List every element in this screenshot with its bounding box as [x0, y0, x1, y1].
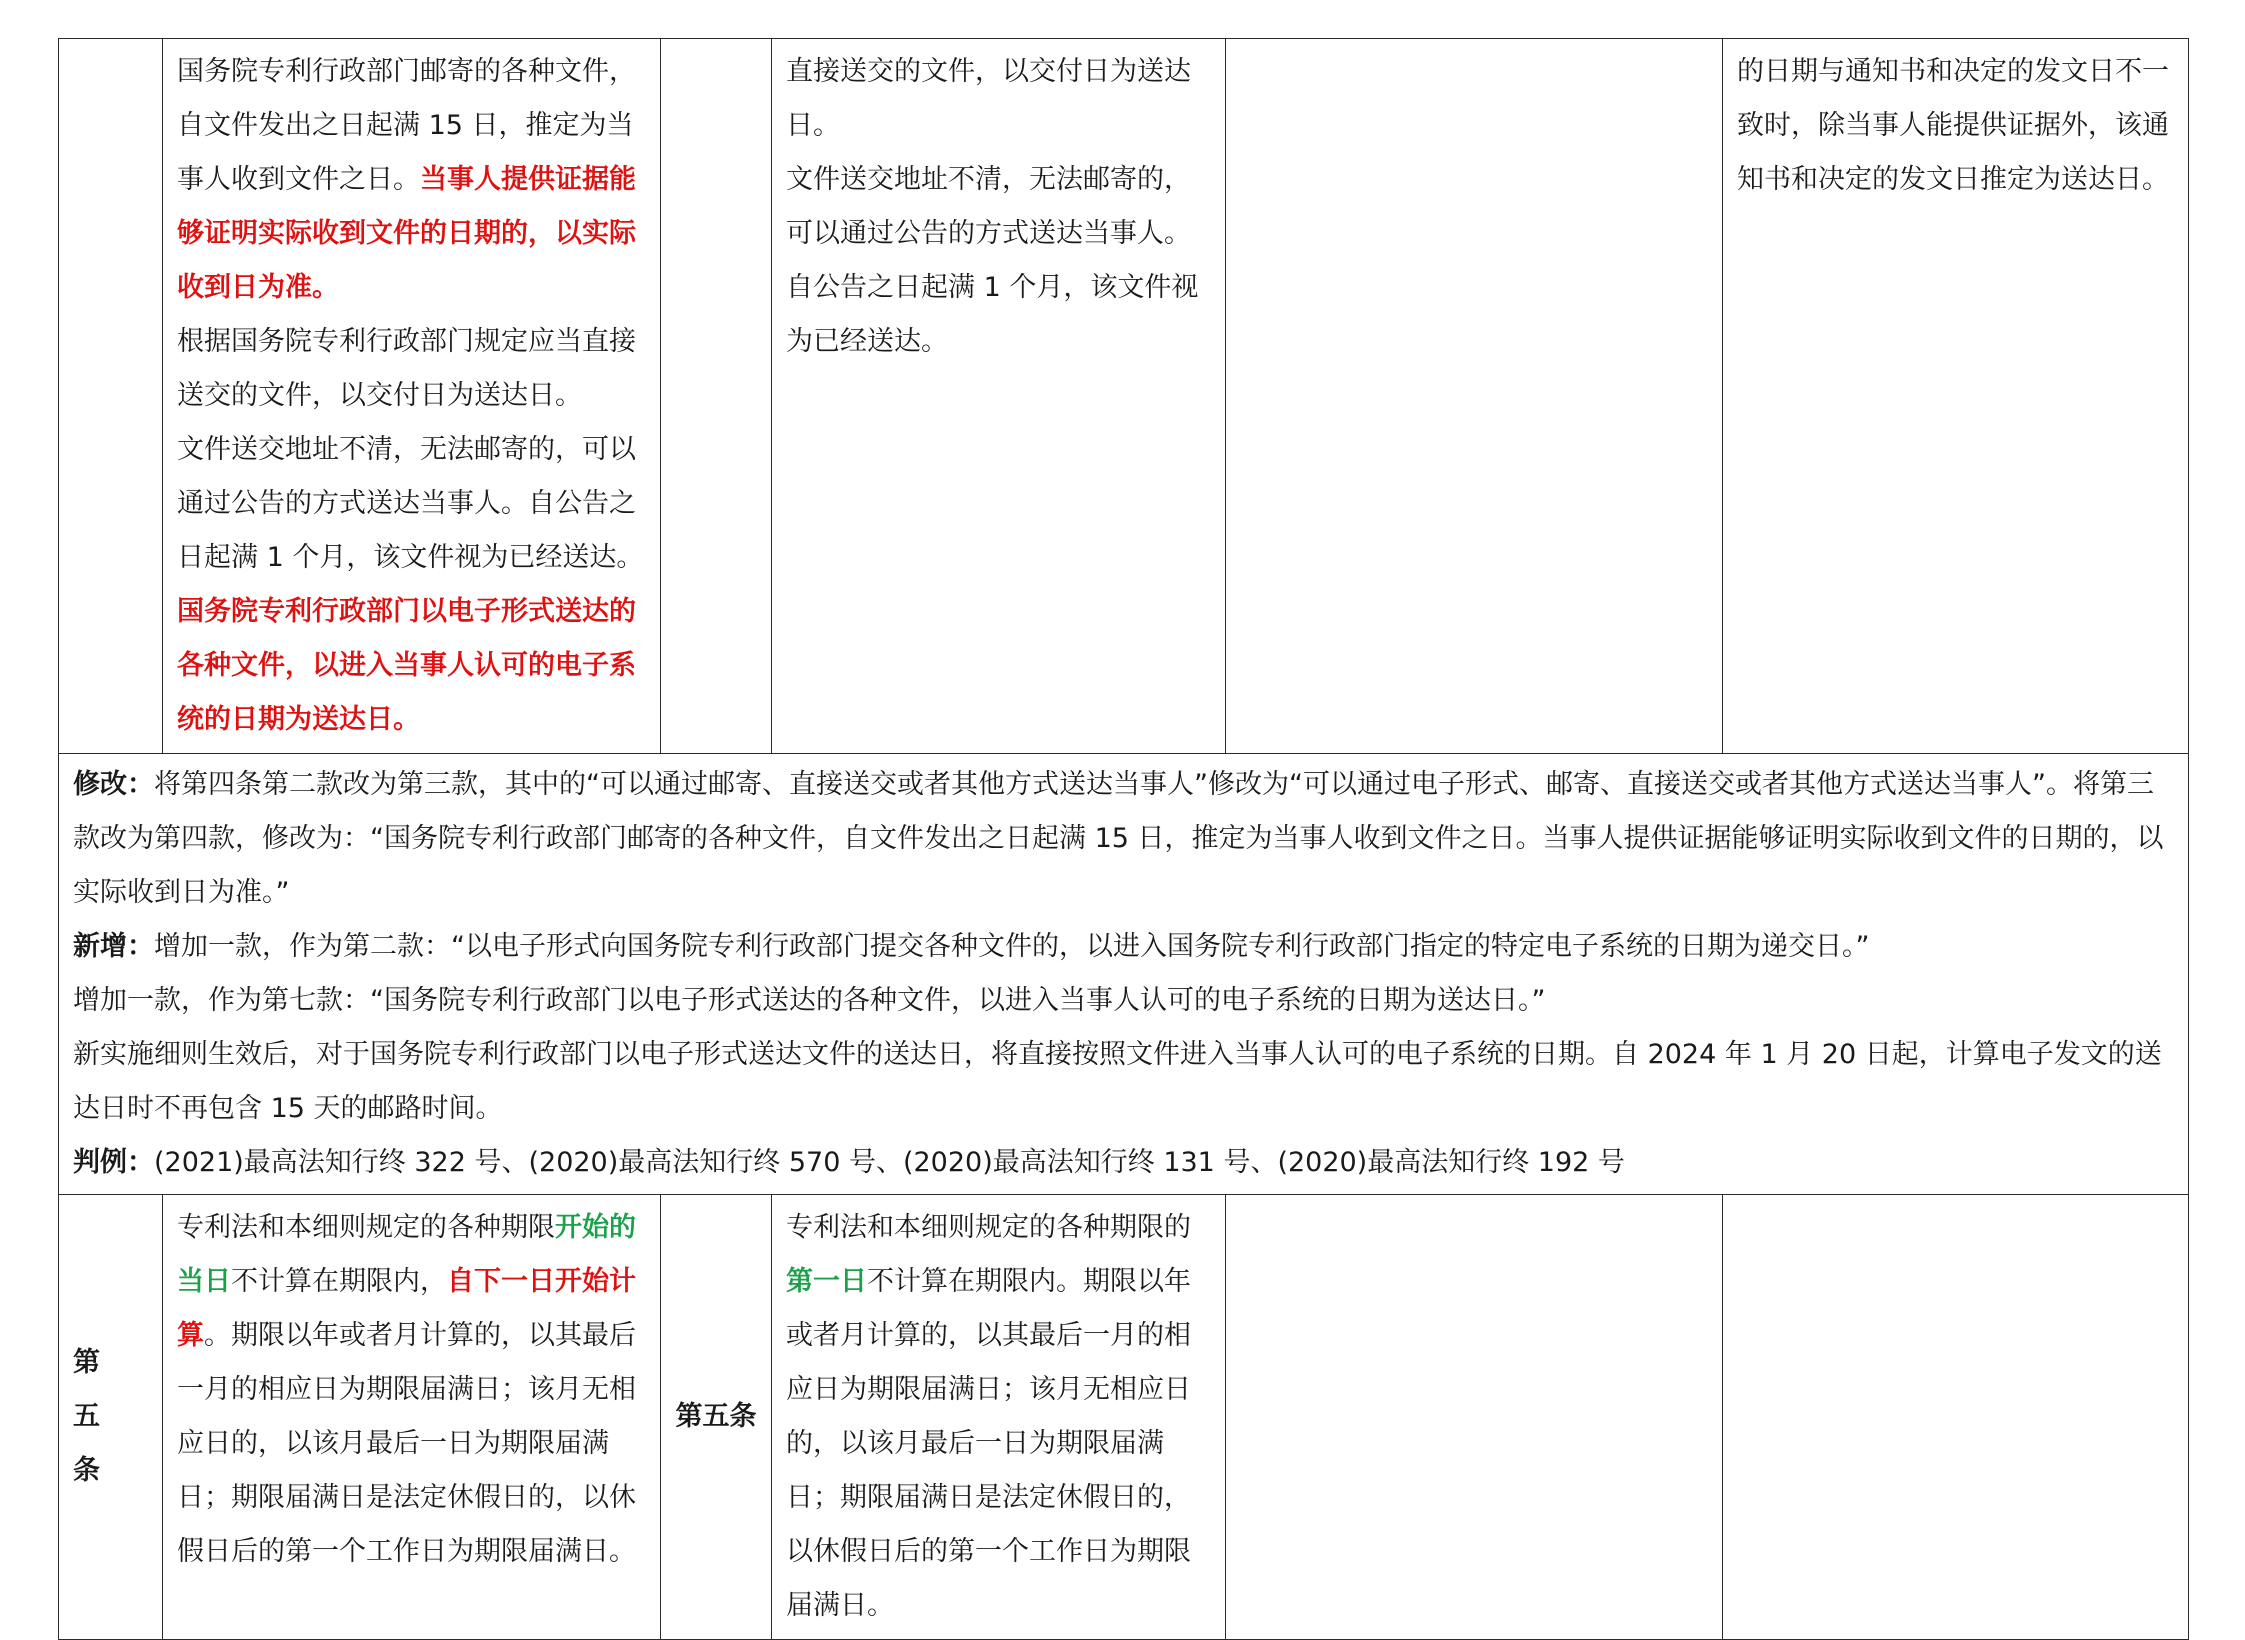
- old-article-number-cell: 第五条: [661, 1195, 772, 1640]
- paragraph: 直接送交的文件，以交付日为送达日。: [786, 56, 1191, 141]
- text-plain: 国务院专利行政部门邮寄的各种文件，自文件发出之日起满 15 日，推定为当事人收到文件之日。: [177, 56, 636, 195]
- paragraph: 文件送交地址不清，无法邮寄的，可以通过公告的方式送达当事人。自公告之日起满 1 个月，该文件视为已经送达。: [177, 434, 644, 573]
- article-number-cell: 第五条: [59, 1195, 163, 1640]
- notes-cell: [59, 754, 2189, 1195]
- paragraph: [177, 45, 646, 315]
- regulation-comparison-table: [58, 38, 2189, 1640]
- empty-cell: [1723, 1195, 2189, 1640]
- guideline-text-cell: [1723, 39, 2189, 754]
- paragraph-highlight: 国务院专利行政部门以电子形式送达的各种文件，以进入当事人认可的电子系统的日期为送达日。: [177, 596, 636, 735]
- old-rule-text-cell: [772, 1195, 1226, 1640]
- text-plain: 不计算在期限内，: [231, 1266, 447, 1297]
- old-rule-text-cell: [772, 39, 1226, 754]
- paragraph: 根据国务院专利行政部门规定应当直接送交的文件，以交付日为送达日。: [177, 326, 636, 411]
- text-plain: 不计算在期限内。期限以年或者月计算的，以其最后一月的相应日为期限届满日；该月无相应日的，以该月最后一日为期限届满日；期限届满日是法定休假日的，以休假日后的第一个工作日为期限届满日。: [786, 1266, 1191, 1621]
- add-text: 增加一款，作为第二款：“以电子形式向国务院专利行政部门提交各种文件的，以进入国务院专利行政部门指定的特定电子系统的日期为递交日。”: [154, 931, 1870, 962]
- add-label: 新增：: [73, 931, 154, 962]
- case-label: 判例：: [73, 1147, 154, 1178]
- modify-text: 将第四条第二款改为第三款，其中的“可以通过邮寄、直接送交或者其他方式送达当事人”修改为“可以通过电子形式、邮寄、直接送交或者其他方式送达当事人”。将第三款改为第四款，修改为：“国务院专利行政部门邮寄的各种文件，自文件发出之日起满 15 日，推定为当事人收到文件之日。当事人提供证据能够证明实际收到文件的日期的，以实际收到日为准。”: [73, 769, 2164, 908]
- modify-label: 修改：: [73, 769, 154, 800]
- text-highlight-red: 自下一日开始计算: [177, 1266, 636, 1351]
- new-rule-text-cell: [163, 1195, 661, 1640]
- paragraph: 的日期与通知书和决定的发文日不一致时，除当事人能提供证据外，该通知书和决定的发文日推定为送达日。: [1737, 56, 2169, 195]
- empty-cell: [1226, 39, 1723, 754]
- new-rule-text-cell: [163, 39, 661, 754]
- effect-note: 新实施细则生效后，对于国务院专利行政部门以电子形式送达文件的送达日，将直接按照文件进入当事人认可的电子系统的日期。自 2024 年 1 月 20 日起，计算电子发文的送达日时不再包含 15 天的邮路时间。: [73, 1039, 2162, 1124]
- text-highlight-red: 当事人提供证据能够证明实际收到文件的日期的，以实际收到日为准。: [177, 164, 636, 303]
- old-article-number-cell: [661, 39, 772, 754]
- text-plain: 。期限以年或者月计算的，以其最后一月的相应日为期限届满日；该月无相应日的，以该月最后一日为期限届满日；期限届满日是法定休假日的，以休假日后的第一个工作日为期限届满日。: [177, 1320, 636, 1567]
- text-highlight-green: 开始的当日: [177, 1212, 636, 1297]
- case-text: (2021)最高法知行终 322 号、(2020)最高法知行终 570 号、(2020)最高法知行终 131 号、(2020)最高法知行终 192 号: [154, 1147, 1625, 1178]
- text-plain: 专利法和本细则规定的各种期限: [177, 1212, 555, 1243]
- article-number-cell: [59, 39, 163, 754]
- add-note: [73, 920, 2174, 974]
- table-row-article-4-continued: [59, 39, 2189, 754]
- table-row-notes: [59, 754, 2189, 1195]
- case-note: [73, 1136, 2174, 1190]
- empty-cell: [1226, 1195, 1723, 1640]
- table-row-article-5: [59, 1195, 2189, 1640]
- modify-note: [73, 758, 2174, 920]
- add-note-2: 增加一款，作为第七款：“国务院专利行政部门以电子形式送达的各种文件，以进入当事人认可的电子系统的日期为送达日。”: [73, 985, 1546, 1016]
- text-highlight-green: 第一日: [786, 1266, 867, 1297]
- paragraph: 文件送交地址不清，无法邮寄的，可以通过公告的方式送达当事人。自公告之日起满 1 个月，该文件视为已经送达。: [786, 164, 1199, 357]
- text-plain: 专利法和本细则规定的各种期限的: [786, 1212, 1191, 1243]
